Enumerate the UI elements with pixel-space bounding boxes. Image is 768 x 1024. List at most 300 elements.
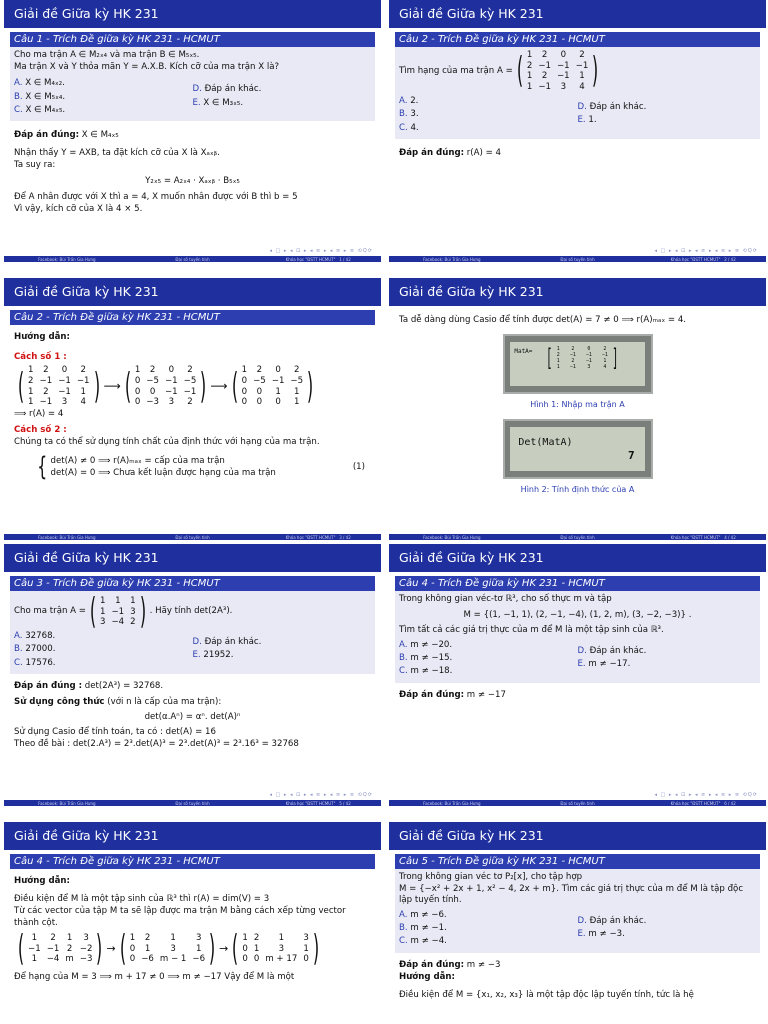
option-label: C. xyxy=(14,657,23,668)
slide-7 xyxy=(4,822,381,1024)
matrix-cell: 1 xyxy=(28,365,34,376)
matrix-cell: 3 xyxy=(100,617,106,628)
solution-line: Vì vậy, kích cỡ của X là 4 × 5. xyxy=(14,204,143,215)
solution xyxy=(389,689,766,701)
slide-footer xyxy=(4,256,381,262)
method-2-text: Chúng ta có thể sử dụng tính chất của định thức với hạng của ma trận. xyxy=(14,437,320,448)
bracket-left: ( xyxy=(124,365,131,407)
matrix-cell: 0 xyxy=(242,943,248,954)
slide-8 xyxy=(389,822,766,1024)
matrix-cell: 1 xyxy=(28,397,34,408)
matrix-cell: m xyxy=(65,954,74,965)
page-number: 5 / 42 xyxy=(339,800,351,806)
screen-result: 7 xyxy=(628,449,635,463)
matrix-cell: 3 xyxy=(130,606,136,617)
matrix-step-1 xyxy=(14,928,106,970)
matrix-cell: 0 xyxy=(149,386,156,397)
matrix-cell: 0 xyxy=(242,954,248,965)
calculator-screen-2 xyxy=(503,419,653,479)
option-text: Đáp án khác. xyxy=(589,915,647,926)
matrix-cell: −5 xyxy=(253,375,266,386)
page-number: 1 / 42 xyxy=(339,256,351,262)
block-title: Câu 2 - Trích Đề giữa kỳ HK 231 - HCMUT xyxy=(10,310,375,325)
footer-author: Facebook: Bùi Trần Gia Hưng xyxy=(423,800,481,806)
matrix-cell: −1 xyxy=(538,60,551,71)
matrix-cell: −3 xyxy=(79,954,93,965)
question-block xyxy=(10,591,375,674)
option-d[interactable] xyxy=(193,636,372,649)
footer-course: Đại số tuyến tính xyxy=(175,256,210,262)
bracket-left: ( xyxy=(231,365,238,407)
matrix-cell: 2 xyxy=(50,933,56,944)
navigation-controls[interactable]: ◂ □ ▸ ◂ ⊡ ▸ ◂ ≡ ▸ ◂ ≡ ▸ ≡ ⟲Q⟳ xyxy=(269,792,373,798)
matrix-cell: 1 xyxy=(241,365,248,376)
method-2-heading: Cách số 2 : xyxy=(14,425,67,436)
matrix-cell: 2 xyxy=(80,365,86,376)
matrix-cell: 3 xyxy=(168,397,175,408)
matrix-grid xyxy=(242,365,303,408)
option-label: E. xyxy=(192,650,201,661)
bracket-right: ) xyxy=(139,591,146,632)
matrix-cell: 1 xyxy=(134,365,141,376)
slide-footer xyxy=(4,534,381,540)
matrix-grid xyxy=(557,346,608,370)
solution-line: Sử dụng Casio để tính toán, ta có : det(A) = 16 xyxy=(14,727,216,738)
matrix-cell: 0 xyxy=(560,50,567,60)
option-label: A. xyxy=(14,631,23,641)
option-label: C. xyxy=(399,936,408,947)
option-e[interactable] xyxy=(578,928,757,941)
option-label: B. xyxy=(399,923,408,934)
formula: det(α.Aⁿ) = αⁿ. det(A)ⁿ xyxy=(144,712,241,722)
option-text: m ≠ −3. xyxy=(588,929,625,940)
option-e[interactable] xyxy=(578,658,757,671)
option-text: Đáp án khác. xyxy=(589,645,647,656)
matrix-cell: 2 xyxy=(66,943,73,954)
matrix-cell: 1 xyxy=(556,358,560,365)
matrix-cell: 0 xyxy=(587,346,591,353)
question-line: Cho ma trận A ∈ M₂ₓ₄ và ma trận B ∈ M₅ₓ₅. xyxy=(14,50,200,60)
slide-footer xyxy=(389,534,766,540)
slide-footer xyxy=(4,800,381,806)
question-block xyxy=(10,47,375,121)
footer-right xyxy=(640,535,766,540)
screen-matrix xyxy=(542,344,622,373)
question-text: . Hãy tính det(2A³). xyxy=(149,606,233,617)
method-1-heading: Cách số 1 : xyxy=(14,352,67,363)
matrix-cell: 2 xyxy=(43,365,49,376)
brace-symbol: { xyxy=(37,452,48,483)
options xyxy=(399,95,756,135)
slide-3 xyxy=(4,278,381,540)
matrix-cell: 2 xyxy=(187,397,193,408)
matrix-cell: 0 xyxy=(275,397,281,408)
matrix-cell: 1 xyxy=(31,933,38,944)
block-title: Câu 2 - Trích Đề giữa kỳ HK 231 - HCMUT xyxy=(395,32,760,47)
bracket-left: ( xyxy=(119,928,126,970)
navigation-controls[interactable]: ◂ □ ▸ ◂ ⊡ ▸ ◂ ≡ ▸ ◂ ≡ ▸ ≡ ⟲Q⟳ xyxy=(654,792,758,798)
bracket-right: ) xyxy=(96,928,103,970)
option-text: m ≠ −15. xyxy=(410,653,453,664)
bracket-left: ( xyxy=(516,50,523,92)
option-label: B. xyxy=(399,109,408,120)
matrix-cell: 2 xyxy=(28,375,34,386)
footer-class: Khóa học "ĐSTT HCMUT" xyxy=(285,800,336,806)
option-a[interactable] xyxy=(399,95,578,108)
option-e[interactable] xyxy=(193,649,372,662)
matrix-cell: 2 xyxy=(130,617,136,628)
block-title: Câu 4 - Trích Đề giữa kỳ HK 231 - HCMUT xyxy=(10,854,375,869)
matrix-cell: 2 xyxy=(603,346,607,353)
option-d[interactable] xyxy=(193,83,372,96)
matrix-cell: 0 xyxy=(253,954,260,965)
footer-class: Khóa học "ĐSTT HCMUT" xyxy=(670,256,721,262)
matrix-cell: 1 xyxy=(28,386,34,397)
option-d[interactable] xyxy=(578,645,757,658)
option-c[interactable] xyxy=(399,122,578,135)
bracket-left: [ xyxy=(546,344,553,373)
matrix-cell: −1 xyxy=(111,606,125,617)
option-text: 1. xyxy=(588,115,597,126)
option-text: Đáp án khác. xyxy=(204,84,262,95)
option-label: A. xyxy=(14,78,23,89)
matrix-cell: −5 xyxy=(146,375,159,386)
matrix-cell: 1 xyxy=(556,346,560,353)
slide-header: Giải đề Giữa kỳ HK 231 xyxy=(389,544,766,572)
matrix-cell: 1 xyxy=(526,71,533,82)
matrix-cell: −1 xyxy=(556,60,570,71)
matrix-cell: m + 17 xyxy=(265,954,298,965)
question-text: Tìm hạng của ma trận A = xyxy=(399,65,513,76)
matrix-cell: 0 xyxy=(129,954,136,965)
matrix-cell: 2 xyxy=(526,60,533,71)
slide-header: Giải đề Giữa kỳ HK 231 xyxy=(389,0,766,28)
matrix-cell: 2 xyxy=(43,386,49,397)
solution-line: Điều kiện để M = {x₁, x₂, x₃} là một tập độc lập tuyến tính, tức là hệ xyxy=(399,989,694,1000)
matrix-cell: −1 xyxy=(58,386,71,397)
matrix-cell: −1 xyxy=(39,397,53,408)
matrix-cell: 3 xyxy=(303,933,309,944)
bracket-right: ) xyxy=(306,365,314,407)
question-text: Cho ma trận A = xyxy=(14,606,86,617)
matrix-cell: 1 xyxy=(579,71,585,82)
slide-header: Giải đề Giữa kỳ HK 231 xyxy=(4,544,381,572)
figure-caption-1: Hình 1: Nhập ma trận A xyxy=(530,400,625,410)
option-a[interactable] xyxy=(14,77,193,90)
footer-class: Khóa học "ĐSTT HCMUT" xyxy=(285,256,336,262)
matrix-a xyxy=(86,591,150,632)
matrix-cell: −1 xyxy=(556,71,570,82)
solution-line: Điều kiện để M là một tập sinh của ℝ³ thì r(A) = dim(V) = 3 xyxy=(14,894,270,905)
solution-line: Để A nhân được với X thì a = 4, X muốn nhân được với B thì b = 5 xyxy=(14,192,298,203)
matrix-grid xyxy=(130,933,205,965)
option-c[interactable] xyxy=(14,657,193,670)
question-line: Trong không gian véc tơ P₂[x], cho tập hợp xyxy=(399,872,583,882)
matrix-grid xyxy=(135,365,196,408)
matrix-grid xyxy=(28,933,92,965)
solution xyxy=(4,875,381,983)
option-label: A. xyxy=(399,95,408,106)
footer-course: Đại số tuyến tính xyxy=(175,800,210,806)
matrix-cell: 3 xyxy=(196,933,202,944)
matrix-cell: 0 xyxy=(61,365,68,376)
bracket-right: ) xyxy=(93,365,100,407)
solution-line: Từ các vector của tập M ta sẽ lập được ma trận M bằng cách xếp từng vector thành cột. xyxy=(14,906,346,929)
question-line: Ma trận X và Y thỏa mãn Y = A.X.B. Kích cỡ của ma trận X là? xyxy=(14,61,280,72)
matrix-cell: 0 xyxy=(303,954,309,965)
options xyxy=(14,630,371,670)
matrix-cell: 1 xyxy=(526,50,533,60)
matrix-cell: 1 xyxy=(303,943,309,954)
row-reduction xyxy=(14,365,371,408)
question-line: M = {−x² + 2x + 1, x² − 4, 2x + m}. Tìm các giá trị thực của m để M là tập độc lập tuyến tính. xyxy=(399,883,744,906)
option-b[interactable] xyxy=(14,91,193,104)
matrix-step-3 xyxy=(228,365,318,408)
option-label: E. xyxy=(577,659,586,670)
option-a[interactable] xyxy=(399,909,578,922)
question-block xyxy=(395,869,760,953)
option-b[interactable] xyxy=(14,643,193,656)
block-title: Câu 3 - Trích Đề giữa kỳ HK 231 - HCMUT xyxy=(10,576,375,591)
matrix-step-2 xyxy=(121,365,211,408)
guide-heading: Hướng dẫn: xyxy=(14,876,70,886)
matrix-cell: 1 xyxy=(526,82,533,93)
option-text: X ∈ M₄ₓ₅. xyxy=(25,104,66,115)
option-c[interactable] xyxy=(14,104,193,117)
option-a[interactable] xyxy=(399,639,578,652)
matrix-cell: 1 xyxy=(129,933,136,944)
result-line: ⟹ r(A) = 4 xyxy=(14,409,64,419)
matrix-cell: 0 xyxy=(134,397,141,408)
matrix-cell: 2 xyxy=(144,933,151,944)
block-title: Câu 1 - Trích Đề giữa kỳ HK 231 - HCMUT xyxy=(10,32,375,47)
formula-note: (với n là cấp của ma trận): xyxy=(107,696,222,707)
matrix-cell: −5 xyxy=(290,375,304,386)
matrix-cell: 2 xyxy=(256,365,263,376)
matrix-cell: 1 xyxy=(294,386,300,397)
matrix-cell: −1 xyxy=(575,60,589,71)
option-b[interactable] xyxy=(399,652,578,665)
page-number: 6 / 42 xyxy=(724,800,736,806)
matrix-cell: −1 xyxy=(58,375,71,386)
intro-text: Ta dễ dàng dùng Casio để tính được det(A) = 7 ≠ 0 ⟹ r(A)ₘₐₓ = 4. xyxy=(399,315,687,325)
footer-author: Facebook: Bùi Trần Gia Hưng xyxy=(38,534,96,540)
answer-value: X ∈ M₄ₓ₅ xyxy=(81,130,119,141)
answer-value: r(A) = 4 xyxy=(466,147,502,158)
option-text: X ∈ M₅ₓ₄. xyxy=(25,91,66,102)
footer-course: Đại số tuyến tính xyxy=(560,800,595,806)
slide-header: Giải đề Giữa kỳ HK 231 xyxy=(4,0,381,28)
matrix-cell: 2 xyxy=(571,358,575,365)
option-text: Đáp án khác. xyxy=(589,101,647,112)
option-label: E. xyxy=(577,929,586,940)
matrix-cell: 0 xyxy=(129,943,136,954)
option-b[interactable] xyxy=(399,922,578,935)
solution xyxy=(4,129,381,215)
footer-author: Facebook: Bùi Trần Gia Hưng xyxy=(38,256,96,262)
option-text: m ≠ −18. xyxy=(410,666,453,677)
option-label: E. xyxy=(577,115,586,126)
matrix-cell: 1 xyxy=(253,943,260,954)
footer-right xyxy=(640,257,766,262)
option-label: D. xyxy=(192,84,202,95)
option-label: D. xyxy=(577,645,587,656)
slide-header: Giải đề Giữa kỳ HK 231 xyxy=(4,278,381,306)
option-e[interactable] xyxy=(193,97,372,110)
matrix-cell: 1 xyxy=(294,397,300,408)
matrix-cell: m − 1 xyxy=(159,954,187,965)
matrix-cell: 4 xyxy=(80,397,86,408)
matrix-cell: 2 xyxy=(579,50,585,60)
option-text: m ≠ −20. xyxy=(410,639,453,650)
matrix-cell: 1 xyxy=(66,933,73,944)
arrow-symbol: ⟶ xyxy=(210,379,228,394)
matrix-cell: 0 xyxy=(256,386,263,397)
solution xyxy=(4,331,381,483)
solution-line: Nhận thấy Y = AXB, ta đặt kích cỡ của X là Xₐₓᵦ. xyxy=(14,148,220,159)
slide-header: Giải đề Giữa kỳ HK 231 xyxy=(4,822,381,850)
option-text: m ≠ −17. xyxy=(588,659,631,670)
options xyxy=(14,77,371,117)
slide-footer xyxy=(389,256,766,262)
block-title: Câu 4 - Trích Đề giữa kỳ HK 231 - HCMUT xyxy=(395,576,760,591)
matrix-cell: −1 xyxy=(164,375,178,386)
matrix-cell: 1 xyxy=(115,595,121,606)
option-b[interactable] xyxy=(399,108,578,121)
calculator-display xyxy=(510,342,644,386)
option-text: m ≠ −6. xyxy=(410,909,447,920)
matrix-cell: 2 xyxy=(556,352,560,359)
screen-expression: Det(MatA) xyxy=(518,437,573,449)
answer-value: m ≠ −17 xyxy=(466,689,506,700)
matrix-cell: −1 xyxy=(585,352,592,359)
option-label: B. xyxy=(14,644,23,655)
figure-caption-2: Hình 2: Tính định thức của A xyxy=(520,485,635,495)
bracket-right: ) xyxy=(592,50,599,92)
solution xyxy=(389,147,766,159)
matrix-cell: −1 xyxy=(39,375,53,386)
option-a[interactable] xyxy=(14,630,193,643)
matrix-cell: −1 xyxy=(28,943,41,954)
matrix-cell: 1 xyxy=(144,943,151,954)
footer-class: Khóa học "ĐSTT HCMUT" xyxy=(670,534,721,540)
matrix-cell: −6 xyxy=(141,954,154,965)
option-text: 21952. xyxy=(203,650,234,661)
answer-value: m ≠ −3 xyxy=(466,959,501,970)
bracket-left: ( xyxy=(17,928,25,970)
matrix-cell: 0 xyxy=(134,375,141,386)
arrow-symbol: → xyxy=(106,942,116,956)
option-text: X ∈ M₃ₓ₅. xyxy=(203,97,244,108)
matrix-grid xyxy=(242,933,308,965)
option-e[interactable] xyxy=(578,114,757,127)
answer-label: Đáp án đúng: xyxy=(14,130,80,141)
matrix-cell: 1 xyxy=(603,358,607,365)
matrix-cell: −1 xyxy=(164,386,178,397)
matrix-cell: −1 xyxy=(585,358,592,365)
matrix-cell: −1 xyxy=(569,352,576,359)
footer-author: Facebook: Bùi Trần Gia Hưng xyxy=(38,800,96,806)
navigation-controls[interactable]: ◂ □ ▸ ◂ ⊡ ▸ ◂ ≡ ▸ ◂ ≡ ▸ ≡ ⟲Q⟳ xyxy=(269,248,373,254)
option-c[interactable] xyxy=(399,935,578,948)
option-text: Đáp án khác. xyxy=(204,637,262,647)
matrix-cell: 2 xyxy=(571,346,575,353)
matrix-cell: 4 xyxy=(603,364,607,371)
formula-label: Sử dụng công thức xyxy=(14,696,105,707)
option-label: C. xyxy=(14,104,23,115)
solution xyxy=(4,680,381,750)
options xyxy=(399,909,756,949)
answer-label: Đáp án đúng: xyxy=(399,959,465,970)
matrix-cell: 1 xyxy=(556,364,560,371)
slide-5 xyxy=(4,544,381,806)
arrow-symbol: → xyxy=(219,942,229,956)
slide-header: Giải đề Giữa kỳ HK 231 xyxy=(389,822,766,850)
matrix-cell: −1 xyxy=(271,375,285,386)
footer-course: Đại số tuyến tính xyxy=(560,256,595,262)
matrix-grid xyxy=(527,50,588,93)
solution-equation: Y₂ₓ₅ = A₂ₓ₄ · Xₐₓᵦ · B₅ₓ₅ xyxy=(145,176,240,187)
matrix-cell: −5 xyxy=(183,375,197,386)
footer-author: Facebook: Bùi Trần Gia Hưng xyxy=(423,534,481,540)
slide-footer xyxy=(389,800,766,806)
bracket-right: ) xyxy=(208,928,216,970)
equation-number: (1) xyxy=(352,462,365,473)
matrix-cell: 0 xyxy=(134,386,141,397)
case-line: det(A) = 0 ⟹ Chưa kết luận được hạng của ma trận xyxy=(50,468,276,479)
answer-label: Đáp án đúng: xyxy=(399,689,465,700)
bracket-left: ( xyxy=(232,928,239,970)
footer-course: Đại số tuyến tính xyxy=(560,534,595,540)
matrix-cell: −2 xyxy=(79,943,93,954)
solution xyxy=(389,959,766,1001)
block-title: Câu 5 - Trích Đề giữa kỳ HK 231 - HCMUT xyxy=(395,854,760,869)
matrix-cell: 1 xyxy=(242,933,248,944)
slide-header: Giải đề Giữa kỳ HK 231 xyxy=(389,278,766,306)
slide-2 xyxy=(389,0,766,262)
matrix-cell: 0 xyxy=(241,375,248,386)
matrix-cell: 0 xyxy=(241,397,248,408)
option-label: E. xyxy=(192,97,201,108)
option-text: 17576. xyxy=(25,657,56,668)
matrix-cell: 2 xyxy=(541,50,548,60)
option-text: X ∈ M₄ₓ₂. xyxy=(25,78,65,89)
question-set: M = {(1, −1, 1), (2, −1, −4), (1, 2, m), (3, −2, −3)} . xyxy=(463,609,692,620)
option-d[interactable] xyxy=(578,915,757,928)
matrix-cell: 2 xyxy=(294,365,300,376)
slide-6 xyxy=(389,544,766,806)
bracket-left: ( xyxy=(89,591,97,632)
option-label: D. xyxy=(192,637,202,647)
matrix-cell: 1 xyxy=(31,954,38,965)
option-c[interactable] xyxy=(399,665,578,678)
option-label: D. xyxy=(577,101,587,112)
option-text: m ≠ −4. xyxy=(410,936,447,947)
matrix-cell: −1 xyxy=(601,352,608,359)
matrix-grid xyxy=(100,596,136,628)
matrix-cell: 3 xyxy=(83,933,89,944)
matrix-cell: 2 xyxy=(187,365,193,376)
option-d[interactable] xyxy=(578,101,757,114)
page-number: 4 / 42 xyxy=(724,534,736,540)
footer-course: Đại số tuyến tính xyxy=(175,534,210,540)
option-label: A. xyxy=(399,909,408,920)
matrix-cell: 3 xyxy=(560,82,567,93)
question-line: Tìm tất cả các giá trị thực của m để M là một tập sinh của ℝ³. xyxy=(399,625,664,636)
question-line xyxy=(399,50,756,93)
matrix-step-2 xyxy=(116,928,219,970)
navigation-controls[interactable]: ◂ □ ▸ ◂ ⊡ ▸ ◂ ≡ ▸ ◂ ≡ ▸ ≡ ⟲Q⟳ xyxy=(654,248,758,254)
